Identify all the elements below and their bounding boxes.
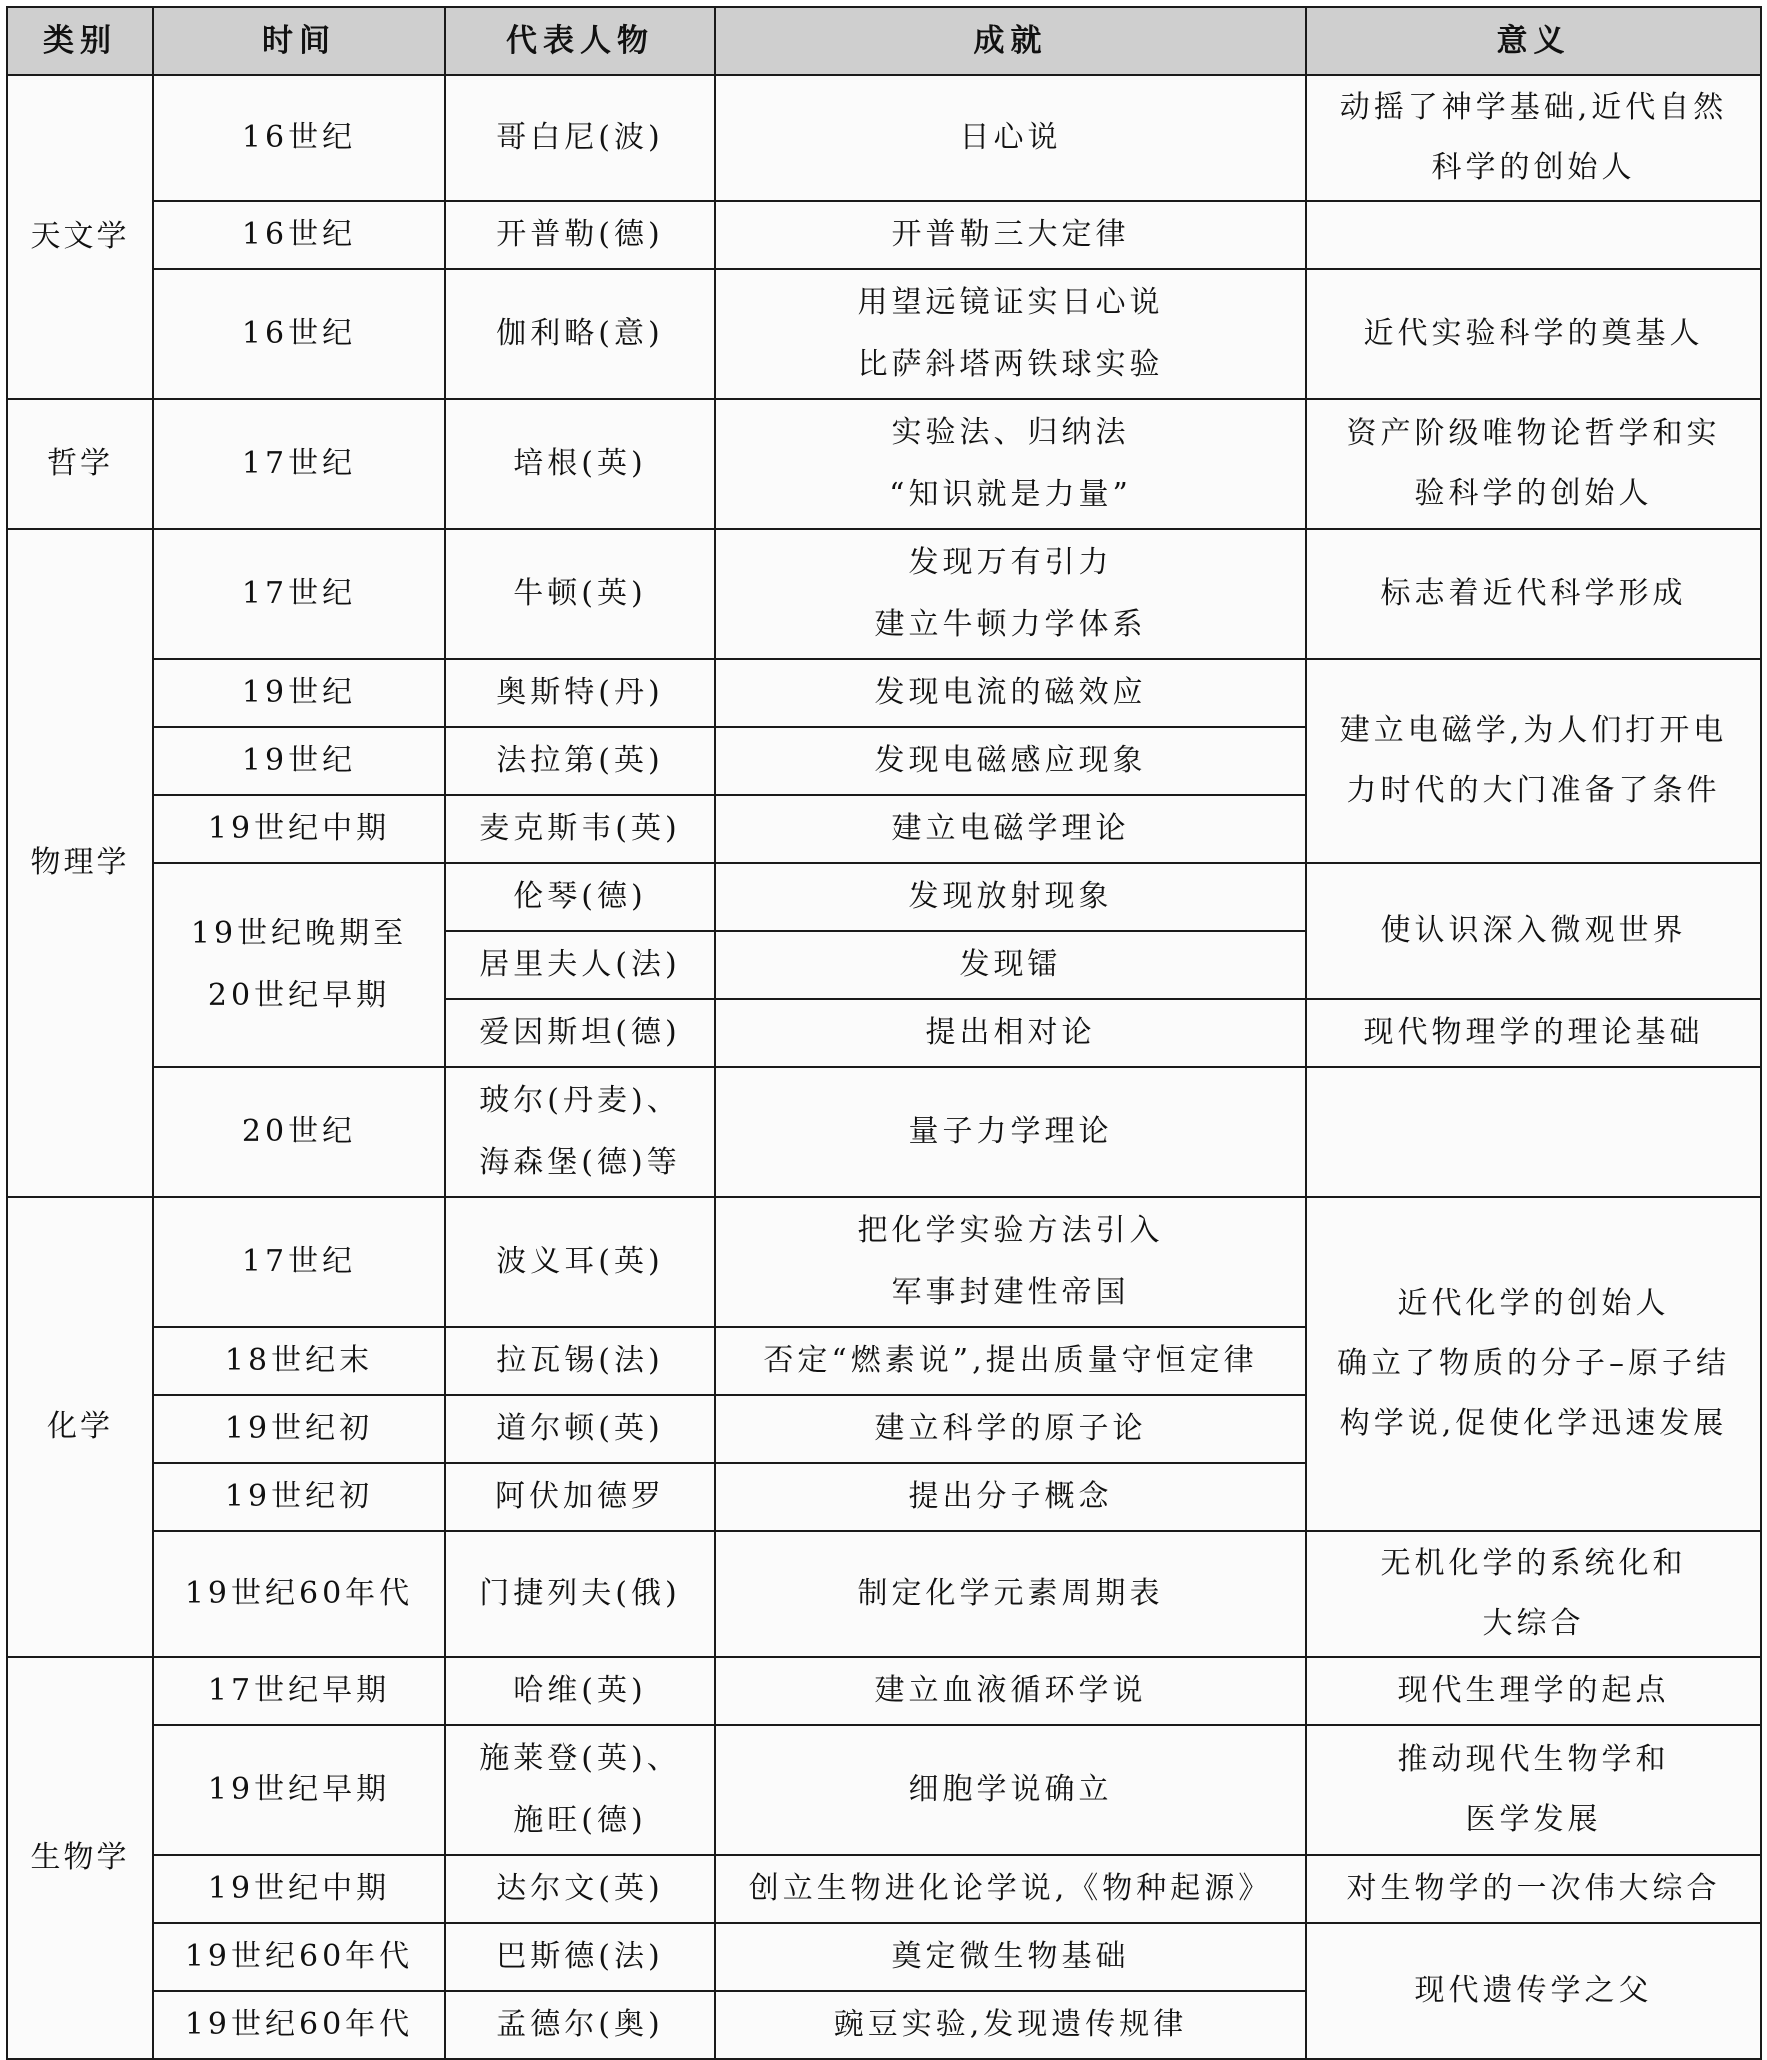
meaning-line: 验科学的创始人 — [1414, 476, 1653, 511]
achievement-line: 提出分子概念 — [908, 1479, 1113, 1514]
achievement-line: 否定“燃素说”,提出质量守恒定律 — [763, 1343, 1258, 1378]
time-line: 19世纪 — [241, 675, 357, 710]
meaning-cell — [1306, 1657, 1761, 1725]
person-cell — [445, 1855, 715, 1923]
time-cell — [153, 75, 445, 201]
meaning-cell — [1306, 659, 1761, 863]
person-line: 波义耳(英) — [496, 1244, 664, 1279]
time-cell — [153, 795, 445, 863]
achievement-cell — [715, 863, 1306, 931]
achievement-line: 创立生物进化论学说,《物种起源》 — [748, 1871, 1273, 1906]
time-line: 19世纪60年代 — [184, 1939, 414, 1974]
achievement-cell — [715, 1725, 1306, 1855]
time-line: 19世纪中期 — [207, 1871, 391, 1906]
header-person: 代表人物 — [445, 7, 715, 75]
achievement-cell — [715, 931, 1306, 999]
table-row — [7, 863, 1761, 931]
person-line: 牛顿(英) — [513, 576, 647, 611]
time-line: 19世纪60年代 — [184, 2007, 414, 2042]
person-cell — [445, 1197, 715, 1327]
achievement-cell — [715, 1463, 1306, 1531]
meaning-line: 资产阶级唯物论哲学和实 — [1346, 416, 1721, 451]
time-cell — [153, 399, 445, 529]
achievement-line: 发现万有引力 — [908, 545, 1113, 580]
person-cell — [445, 1067, 715, 1197]
time-line: 17世纪 — [241, 1244, 357, 1279]
meaning-cell — [1306, 999, 1761, 1067]
time-line: 16世纪 — [241, 316, 357, 351]
header-time: 时间 — [153, 7, 445, 75]
person-line: 孟德尔(奥) — [496, 2007, 664, 2042]
achievement-line: 提出相对论 — [925, 1015, 1096, 1050]
achievement-cell — [715, 75, 1306, 201]
meaning-line: 力时代的大门准备了条件 — [1346, 773, 1721, 808]
time-cell — [153, 1725, 445, 1855]
achievement-line: “知识就是力量” — [889, 477, 1132, 512]
achievement-cell — [715, 1327, 1306, 1395]
time-cell — [153, 1531, 445, 1657]
time-line: 19世纪晚期至 — [190, 916, 408, 951]
person-cell — [445, 1725, 715, 1855]
time-line: 20世纪 — [241, 1114, 357, 1149]
time-cell — [153, 1855, 445, 1923]
person-cell — [445, 1395, 715, 1463]
person-line: 巴斯德(法) — [496, 1939, 664, 1974]
person-line: 施旺(德) — [513, 1803, 647, 1838]
table-row — [7, 1855, 1761, 1923]
achievement-line: 建立科学的原子论 — [874, 1411, 1147, 1446]
person-line: 伽利略(意) — [496, 316, 664, 351]
achievement-line: 建立血液循环学说 — [874, 1673, 1147, 1708]
achievement-line: 建立牛顿力学体系 — [874, 607, 1147, 642]
person-cell — [445, 529, 715, 659]
table-row — [7, 1067, 1761, 1197]
achievement-line: 实验法、归纳法 — [891, 415, 1130, 450]
achievement-line: 把化学实验方法引入 — [857, 1213, 1164, 1248]
time-cell — [153, 659, 445, 727]
person-cell — [445, 1657, 715, 1725]
person-line: 道尔顿(英) — [496, 1411, 664, 1446]
achievement-line: 发现电磁感应现象 — [874, 743, 1147, 778]
table-row — [7, 1531, 1761, 1657]
achievement-line: 日心说 — [959, 120, 1062, 155]
meaning-cell — [1306, 75, 1761, 201]
table-row — [7, 1725, 1761, 1855]
person-line: 施莱登(英)、 — [479, 1741, 681, 1776]
category-biology: 生物学 — [7, 1657, 153, 2059]
meaning-cell — [1306, 529, 1761, 659]
person-line: 爱因斯坦(德) — [479, 1015, 681, 1050]
time-cell — [153, 1923, 445, 1991]
meaning-cell-empty — [1306, 1067, 1761, 1197]
meaning-line: 无机化学的系统化和 — [1380, 1546, 1687, 1581]
meaning-line: 使认识深入微观世界 — [1380, 913, 1687, 948]
time-line: 19世纪60年代 — [184, 1576, 414, 1611]
table-row — [7, 201, 1761, 269]
achievement-line: 奠定微生物基础 — [891, 1939, 1130, 1974]
person-line: 门捷列夫(俄) — [479, 1576, 681, 1611]
time-cell — [153, 529, 445, 659]
person-cell — [445, 931, 715, 999]
time-cell — [153, 1395, 445, 1463]
table-row — [7, 529, 1761, 659]
person-cell — [445, 795, 715, 863]
time-cell — [153, 201, 445, 269]
meaning-line: 标志着近代科学形成 — [1380, 576, 1687, 611]
person-cell — [445, 1923, 715, 1991]
time-line: 19世纪早期 — [207, 1772, 391, 1807]
person-line: 海森堡(德)等 — [479, 1145, 681, 1180]
achievement-line: 发现电流的磁效应 — [874, 675, 1147, 710]
person-cell — [445, 1327, 715, 1395]
achievement-cell — [715, 269, 1306, 399]
meaning-line: 确立了物质的分子–原子结 — [1337, 1346, 1730, 1381]
meaning-line: 医学发展 — [1465, 1802, 1602, 1837]
table-row — [7, 1657, 1761, 1725]
time-line: 19世纪中期 — [207, 811, 391, 846]
meaning-line: 近代实验科学的奠基人 — [1363, 316, 1704, 351]
header-achievement: 成就 — [715, 7, 1306, 75]
person-line: 哥白尼(波) — [496, 120, 664, 155]
person-cell — [445, 999, 715, 1067]
person-cell — [445, 727, 715, 795]
person-cell — [445, 1531, 715, 1657]
meaning-line: 大综合 — [1482, 1606, 1585, 1641]
meaning-cell — [1306, 269, 1761, 399]
meaning-cell — [1306, 1725, 1761, 1855]
person-line: 拉瓦锡(法) — [496, 1343, 664, 1378]
table-row — [7, 269, 1761, 399]
header-meaning: 意义 — [1306, 7, 1761, 75]
category-physics: 物理学 — [7, 529, 153, 1197]
time-line: 19世纪 — [241, 743, 357, 778]
time-line: 19世纪初 — [224, 1411, 374, 1446]
achievement-line: 量子力学理论 — [908, 1114, 1113, 1149]
time-cell — [153, 1991, 445, 2059]
meaning-line: 构学说,促使化学迅速发展 — [1339, 1406, 1728, 1441]
person-line: 培根(英) — [513, 446, 647, 481]
meaning-cell — [1306, 399, 1761, 529]
achievement-line: 比萨斜塔两铁球实验 — [857, 347, 1164, 382]
time-line: 17世纪 — [241, 446, 357, 481]
achievement-line: 细胞学说确立 — [908, 1772, 1113, 1807]
meaning-cell — [1306, 1531, 1761, 1657]
time-line: 20世纪早期 — [207, 978, 391, 1013]
time-line: 19世纪初 — [224, 1479, 374, 1514]
meaning-line: 科学的创始人 — [1431, 150, 1636, 185]
achievement-line: 豌豆实验,发现遗传规律 — [833, 2007, 1188, 2042]
time-line: 17世纪早期 — [207, 1673, 391, 1708]
person-cell — [445, 1463, 715, 1531]
time-cell — [153, 727, 445, 795]
achievement-cell — [715, 1197, 1306, 1327]
table-row — [7, 1923, 1761, 1991]
person-line: 奥斯特(丹) — [496, 675, 664, 710]
time-line: 16世纪 — [241, 217, 357, 252]
time-cell — [153, 863, 445, 1067]
person-cell — [445, 269, 715, 399]
table-row — [7, 1197, 1761, 1327]
person-line: 达尔文(英) — [496, 1871, 664, 1906]
meaning-cell-empty — [1306, 201, 1761, 269]
achievement-cell — [715, 1395, 1306, 1463]
person-cell — [445, 399, 715, 529]
meaning-line: 建立电磁学,为人们打开电 — [1339, 713, 1728, 748]
person-line: 居里夫人(法) — [479, 947, 681, 982]
time-cell — [153, 1657, 445, 1725]
achievement-cell — [715, 1855, 1306, 1923]
person-line: 阿伏加德罗 — [495, 1479, 665, 1514]
achievement-cell — [715, 399, 1306, 529]
achievement-line: 军事封建性帝国 — [891, 1275, 1130, 1310]
person-line: 哈维(英) — [513, 1673, 647, 1708]
achievement-cell — [715, 795, 1306, 863]
table-row — [7, 399, 1761, 529]
achievement-cell — [715, 1067, 1306, 1197]
meaning-line: 近代化学的创始人 — [1397, 1286, 1670, 1321]
table-row — [7, 75, 1761, 201]
achievement-cell — [715, 1531, 1306, 1657]
achievement-line: 建立电磁学理论 — [891, 811, 1130, 846]
person-line: 麦克斯韦(英) — [479, 811, 681, 846]
meaning-cell — [1306, 1855, 1761, 1923]
achievement-cell — [715, 727, 1306, 795]
person-cell — [445, 75, 715, 201]
time-line: 18世纪末 — [224, 1343, 374, 1378]
person-cell — [445, 863, 715, 931]
meaning-cell — [1306, 1923, 1761, 2059]
person-line: 伦琴(德) — [513, 879, 647, 914]
achievement-line: 开普勒三大定律 — [891, 217, 1130, 252]
header-row — [7, 7, 1761, 75]
achievement-cell — [715, 1923, 1306, 1991]
achievement-line: 用望远镜证实日心说 — [857, 285, 1164, 320]
person-line: 法拉第(英) — [496, 743, 664, 778]
meaning-cell — [1306, 863, 1761, 999]
achievement-line: 发现放射现象 — [908, 879, 1113, 914]
achievement-line: 发现镭 — [959, 947, 1062, 982]
meaning-cell — [1306, 1197, 1761, 1531]
meaning-line: 现代生理学的起点 — [1397, 1673, 1670, 1708]
meaning-line: 现代物理学的理论基础 — [1363, 1015, 1704, 1050]
achievement-line: 制定化学元素周期表 — [857, 1576, 1164, 1611]
time-cell — [153, 1067, 445, 1197]
meaning-line: 现代遗传学之父 — [1414, 1973, 1653, 2008]
header-category: 类别 — [7, 7, 153, 75]
category-astronomy: 天文学 — [7, 75, 153, 399]
achievement-cell — [715, 999, 1306, 1067]
meaning-line: 对生物学的一次伟大综合 — [1346, 1871, 1721, 1906]
meaning-line: 推动现代生物学和 — [1397, 1742, 1670, 1777]
achievement-cell — [715, 659, 1306, 727]
person-cell — [445, 659, 715, 727]
time-line: 16世纪 — [241, 120, 357, 155]
time-cell — [153, 1327, 445, 1395]
person-cell — [445, 1991, 715, 2059]
person-cell — [445, 201, 715, 269]
table-row — [7, 659, 1761, 727]
time-line: 17世纪 — [241, 576, 357, 611]
category-philosophy: 哲学 — [7, 399, 153, 529]
person-line: 开普勒(德) — [496, 217, 664, 252]
achievement-cell — [715, 529, 1306, 659]
achievement-cell — [715, 201, 1306, 269]
science-achievements-table — [6, 6, 1762, 2060]
person-line: 玻尔(丹麦)、 — [479, 1083, 681, 1118]
category-chemistry: 化学 — [7, 1197, 153, 1657]
achievement-cell — [715, 1657, 1306, 1725]
time-cell — [153, 1463, 445, 1531]
time-cell — [153, 1197, 445, 1327]
achievement-cell — [715, 1991, 1306, 2059]
time-cell — [153, 269, 445, 399]
meaning-line: 动摇了神学基础,近代自然 — [1339, 90, 1728, 125]
